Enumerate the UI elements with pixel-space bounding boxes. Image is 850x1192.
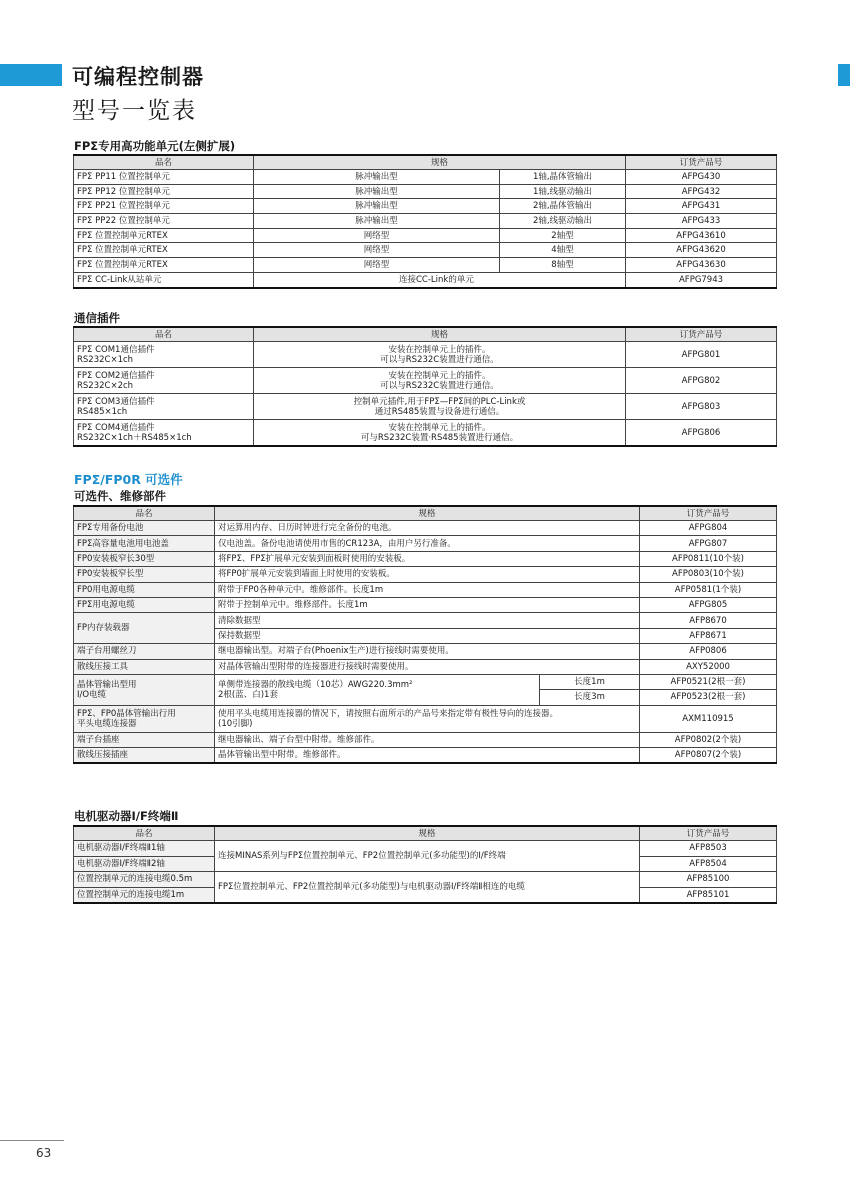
table-header-row	[74, 327, 777, 342]
row-name-sub: RS485×1ch	[77, 406, 128, 417]
row-spec-detail: 1轴,晶体管输出	[500, 170, 626, 185]
header-name: 品名	[74, 506, 215, 521]
row-code: AXY52000	[640, 659, 777, 674]
header-code: 订货产品号	[640, 826, 777, 841]
row-name: FP0用电源电缆	[74, 582, 215, 597]
row-spec-detail: 1轴,线驱动输出	[500, 184, 626, 199]
row-code: AFP8670	[640, 613, 777, 628]
row-spec-type: 网络型	[254, 228, 500, 243]
row-spec-detail: 2轴型	[500, 228, 626, 243]
header-name: 品名	[74, 327, 254, 342]
table-row	[74, 420, 777, 447]
row-spec-line2: 可与RS232C装置·RS485装置进行通信。	[360, 432, 519, 443]
header-code: 订货产品号	[626, 327, 777, 342]
table-row	[74, 394, 777, 420]
row-name: FPΣ PP11 位置控制单元	[74, 170, 254, 185]
section2-table	[73, 326, 777, 447]
row-spec-line2: (10引脚)	[218, 718, 253, 729]
table-row	[74, 170, 777, 185]
row-code: AFP0523(2根一套)	[640, 690, 777, 705]
row-name: 端子台用螺丝刀	[74, 644, 215, 659]
row-code: AFP8671	[640, 628, 777, 643]
row-spec: 仅电池盖。备份电池请使用市售的CR123A，由用户另行准备。	[215, 536, 640, 551]
table-row	[74, 872, 777, 888]
header-spec: 规格	[254, 327, 626, 342]
row-spec-line1: 安装在控制单元上的插件。	[388, 370, 491, 381]
row-code: AFPG802	[626, 368, 777, 394]
row-name-sub: RS232C×1ch＋RS485×1ch	[77, 432, 192, 443]
table-row	[74, 582, 777, 597]
row-code: AFP0806	[640, 644, 777, 659]
row-code: AFPG7943	[626, 272, 777, 287]
table-row	[74, 644, 777, 659]
row-code: AFPG805	[640, 597, 777, 612]
row-code: AFP0802(2个装)	[640, 732, 777, 747]
row-name: 晶体管输出型用	[77, 679, 137, 690]
table-row	[74, 521, 777, 536]
table-row	[74, 214, 777, 229]
row-name: FPΣ CC-Link从站单元	[74, 272, 254, 287]
table-row	[74, 258, 777, 273]
section1-title: FPΣ专用高功能单元(左侧扩展)	[74, 139, 236, 153]
row-name: 电机驱动器I/F终端Ⅱ1轴	[74, 841, 215, 857]
row-name: 端子台插座	[74, 732, 215, 747]
row-code: AFPG430	[626, 170, 777, 185]
row-name: FPΣ COM4通信插件	[77, 422, 155, 433]
row-name: FPΣ用电源电缆	[74, 597, 215, 612]
row-code: AFP85100	[640, 872, 777, 888]
row-name: FPΣ COM1通信插件	[77, 344, 155, 355]
row-name: FPΣ 位置控制单元RTEX	[74, 258, 254, 273]
row-code: AFPG43630	[626, 258, 777, 273]
table-header-row	[74, 506, 777, 521]
row-name-sub: 平头电缆连接器	[77, 718, 137, 729]
row-name: FPΣ PP12 位置控制单元	[74, 184, 254, 199]
row-code: AFPG801	[626, 342, 777, 368]
row-name: FPΣ 位置控制单元RTEX	[74, 228, 254, 243]
section2-title: 通信插件	[74, 311, 120, 325]
row-code: AFPG806	[626, 420, 777, 447]
table-row	[74, 342, 777, 368]
row-spec: 继电器输出、端子台型中附带。维修部件。	[215, 732, 640, 747]
table-row	[74, 243, 777, 258]
table-row	[74, 551, 777, 566]
row-code: AXM110915	[640, 705, 777, 732]
header-name: 品名	[74, 155, 254, 170]
table-header-row	[74, 155, 777, 170]
section3-title: FPΣ/FP0R 可选件	[74, 472, 183, 487]
table-row	[74, 748, 777, 764]
row-code: AFP0811(10个装)	[640, 551, 777, 566]
row-name-sub: I/O电缆	[77, 689, 107, 700]
header-code: 订货产品号	[626, 155, 777, 170]
row-code: AFPG804	[640, 521, 777, 536]
row-code: AFP8504	[640, 856, 777, 872]
header-code: 订货产品号	[640, 506, 777, 521]
row-name: 位置控制单元的连接电缆0.5m	[74, 872, 215, 888]
row-spec-line1: 使用平头电缆用连接器的情况下，请按照右面所示的产品号来指定带有极性导向的连接器。	[218, 708, 559, 719]
row-name: FPΣ专用备份电池	[74, 521, 215, 536]
row-length: 长度3m	[540, 690, 640, 705]
row-code: AFPG431	[626, 199, 777, 214]
table-row	[74, 184, 777, 199]
row-name: 散线压接工具	[74, 659, 215, 674]
header-spec: 规格	[215, 826, 640, 841]
row-name: FPΣ、FP0晶体管输出行用	[77, 708, 176, 719]
row-spec-detail: 4轴型	[500, 243, 626, 258]
row-spec: 附带于控制单元中。维修部件。长度1m	[215, 597, 640, 612]
header-spec: 规格	[254, 155, 626, 170]
table-row	[74, 228, 777, 243]
row-spec: 对晶体管输出型附带的连接器进行接线时需要使用。	[215, 659, 640, 674]
row-spec-type: 脉冲输出型	[254, 184, 500, 199]
row-spec-line2: 通过RS485装置与设备进行通信。	[374, 406, 505, 417]
row-spec-line1: 安装在控制单元上的插件。	[388, 344, 491, 355]
footer-rule	[0, 1140, 64, 1141]
row-spec-line1: 安装在控制单元上的插件。	[388, 422, 491, 433]
table-header-row	[74, 826, 777, 841]
table-row	[74, 841, 777, 857]
section4-table	[73, 825, 777, 904]
table-row	[74, 536, 777, 551]
row-name: 散线压接插座	[74, 748, 215, 764]
row-spec: 连接MINAS系列与FPΣ位置控制单元、FP2位置控制单元(多功能型)的I/F终端	[215, 841, 640, 872]
row-name: FPΣ 位置控制单元RTEX	[74, 243, 254, 258]
table-row	[74, 732, 777, 747]
row-code: AFPG803	[626, 394, 777, 420]
row-spec-type: 网络型	[254, 243, 500, 258]
row-name: FPΣ COM3通信插件	[77, 396, 155, 407]
row-spec-type: 脉冲输出型	[254, 170, 500, 185]
page-subtitle: 型号一览表	[72, 98, 197, 124]
section4-title: 电机驱动器I/F终端Ⅱ	[74, 809, 179, 823]
row-spec: 继电器输出型。对端子台(Phoenix生产)进行接线时需要使用。	[215, 644, 640, 659]
row-spec-line1: 控制单元插件,用于FPΣ—FPΣ间的PLC-Link或	[353, 396, 526, 407]
row-code: AFP0581(1个装)	[640, 582, 777, 597]
row-code: AFP0521(2根一套)	[640, 674, 777, 689]
row-spec: 附带于FP0各种单元中。维修部件。长度1m	[215, 582, 640, 597]
row-length: 长度1m	[540, 674, 640, 689]
row-spec-line2: 可以与RS232C装置进行通信。	[380, 380, 499, 391]
row-name: FPΣ COM2通信插件	[77, 370, 155, 381]
row-spec-line1: 单侧带连接器的散线电缆（10芯）AWG220.3mm²	[218, 679, 413, 690]
row-code: AFPG43610	[626, 228, 777, 243]
page-number: 63	[36, 1146, 52, 1160]
row-code: AFPG43620	[626, 243, 777, 258]
row-name: FPΣ PP22 位置控制单元	[74, 214, 254, 229]
row-spec-type: 脉冲输出型	[254, 199, 500, 214]
row-name: FP内存装载器	[74, 613, 215, 644]
row-spec-type: 脉冲输出型	[254, 214, 500, 229]
row-spec-line2: 可以与RS232C装置进行通信。	[380, 354, 499, 365]
row-name: FP0安装板窄长30型	[74, 551, 215, 566]
row-spec: 保持数据型	[215, 628, 640, 643]
header-name: 品名	[74, 826, 215, 841]
table-row	[74, 659, 777, 674]
row-spec-detail: 2轴,线驱动输出	[500, 214, 626, 229]
table-row	[74, 674, 777, 689]
row-spec: 清除数据型	[215, 613, 640, 628]
row-code: AFP0803(10个装)	[640, 567, 777, 582]
row-name: FPΣ高容量电池用电池盖	[74, 536, 215, 551]
row-code: AFPG807	[640, 536, 777, 551]
table-row	[74, 705, 777, 732]
row-spec-detail: 8轴型	[500, 258, 626, 273]
row-code: AFP8503	[640, 841, 777, 857]
row-name: 电机驱动器I/F终端Ⅱ2轴	[74, 856, 215, 872]
row-name: FP0安装板窄长型	[74, 567, 215, 582]
row-spec: FPΣ位置控制单元、FP2位置控制单元(多功能型)与电机驱动器I/F终端Ⅱ相连的电缆	[215, 872, 640, 904]
section3-table	[73, 505, 777, 764]
table-row	[74, 199, 777, 214]
row-spec: 对运算用内存、日历时钟进行完全备份的电池。	[215, 521, 640, 536]
table-row	[74, 272, 777, 287]
chapter-tab-left	[0, 64, 62, 86]
section3-subtitle: 可选件、维修部件	[74, 489, 166, 503]
table-row	[74, 368, 777, 394]
row-spec: 将FPΣ、FPΣ扩展单元安装到面板时使用的安装板。	[215, 551, 640, 566]
table-row	[74, 597, 777, 612]
row-code: AFP85101	[640, 887, 777, 903]
header-spec: 规格	[215, 506, 640, 521]
row-code: AFPG432	[626, 184, 777, 199]
row-spec: 晶体管输出型中附带。维修部件。	[215, 748, 640, 764]
row-name-sub: RS232C×1ch	[77, 354, 134, 365]
row-code: AFPG433	[626, 214, 777, 229]
row-spec-detail: 2轴,晶体管输出	[500, 199, 626, 214]
row-name: 位置控制单元的连接电缆1m	[74, 887, 215, 903]
section1-table	[73, 154, 777, 289]
table-row	[74, 613, 777, 628]
row-name-sub: RS232C×2ch	[77, 380, 134, 391]
row-spec-type: 网络型	[254, 258, 500, 273]
row-code: AFP0807(2个装)	[640, 748, 777, 764]
row-spec: 将FP0扩展单元安装到墙面上时使用的安装板。	[215, 567, 640, 582]
row-name: FPΣ PP21 位置控制单元	[74, 199, 254, 214]
chapter-tab-right	[838, 64, 850, 86]
row-spec-line2: 2根(蓝、白)1套	[218, 689, 278, 700]
row-spec: 连接CC-Link的单元	[254, 272, 626, 287]
table-row	[74, 567, 777, 582]
page-title: 可编程控制器	[72, 65, 204, 89]
